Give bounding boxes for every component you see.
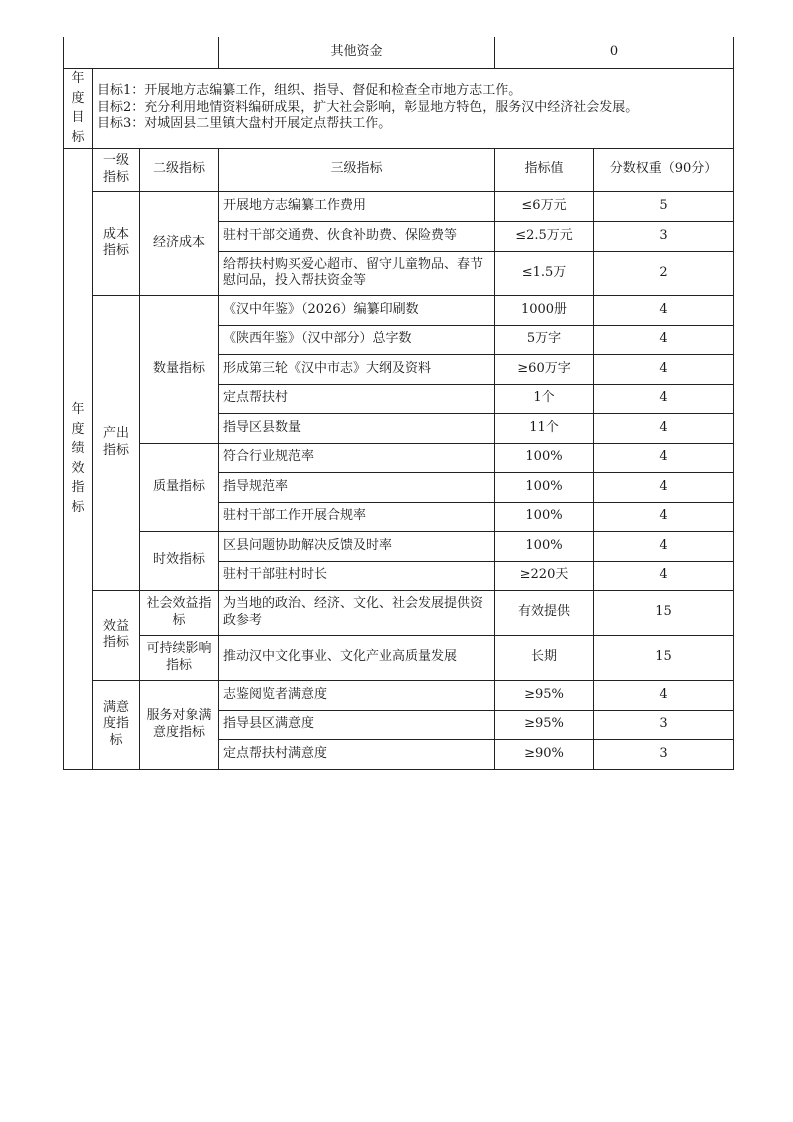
indicator-value: 5万字 <box>495 325 594 354</box>
indicator-weight: 4 <box>594 413 734 443</box>
indicator-value: ≥95% <box>495 680 594 710</box>
level3-indicator: 给帮扶村购买爱心超市、留守儿童物品、春节慰问品，投入帮扶资金等 <box>219 251 495 295</box>
goal-item-2: 目标2：充分利用地情资料编研成果，扩大社会影响，彰显地方特色，服务汉中经济社会发展。 <box>97 99 639 115</box>
level3-indicator: 指导县区满意度 <box>219 710 495 739</box>
goals-label: 年度目标 <box>64 68 93 148</box>
level3-indicator: 《汉中年鉴》（2026）编纂印刷数 <box>219 295 495 325</box>
level3-indicator: 指导区县数量 <box>219 413 495 443</box>
indicator-weight: 4 <box>594 354 734 384</box>
indicator-value: ≤1.5万 <box>495 251 594 295</box>
table-row <box>64 635 734 680</box>
goal-item-3: 目标3：对城固县二里镇大盘村开展定点帮扶工作。 <box>97 116 392 132</box>
indicator-weight: 4 <box>594 531 734 561</box>
indicator-weight: 2 <box>594 251 734 295</box>
level2-indicator: 质量指标 <box>140 443 219 531</box>
header-value: 指标值 <box>495 148 594 191</box>
level2-indicator: 数量指标 <box>140 295 219 443</box>
indicator-value: 100% <box>495 531 594 561</box>
level3-indicator: 指导规范率 <box>219 472 495 502</box>
goals-content <box>93 68 734 148</box>
header-level1: 一级指标 <box>93 148 140 191</box>
indicator-weight: 3 <box>594 710 734 739</box>
indicator-value: 11个 <box>495 413 594 443</box>
level2-indicator: 可持续影响指标 <box>140 635 219 680</box>
level3-indicator: 形成第三轮《汉中市志》大纲及资料 <box>219 354 495 384</box>
indicator-value: 有效提供 <box>495 590 594 635</box>
indicator-weight: 3 <box>594 739 734 769</box>
level2-indicator: 服务对象满意度指标 <box>140 680 219 769</box>
level2-indicator: 社会效益指标 <box>140 590 219 635</box>
level2-indicator: 时效指标 <box>140 531 219 590</box>
indicator-value: 1000册 <box>495 295 594 325</box>
indicator-value: 100% <box>495 443 594 472</box>
header-weight: 分数权重（90分） <box>594 148 734 191</box>
indicator-value: ≥220天 <box>495 561 594 590</box>
indicator-weight: 4 <box>594 443 734 472</box>
table-row <box>64 443 734 472</box>
indicator-weight: 15 <box>594 635 734 680</box>
table-row <box>64 680 734 710</box>
level3-indicator: 驻村干部工作开展合规率 <box>219 502 495 531</box>
level3-indicator: 推动汉中文化事业、文化产业高质量发展 <box>219 635 495 680</box>
goal-item-1: 目标1：开展地方志编纂工作，组织、指导、督促和检查全市地方志工作。 <box>97 82 522 98</box>
indicator-weight: 4 <box>594 561 734 590</box>
fund-value: 0 <box>495 37 734 68</box>
level3-indicator: 区县问题协助解决反馈及时率 <box>219 531 495 561</box>
indicator-value: 100% <box>495 502 594 531</box>
header-level2: 二级指标 <box>140 148 219 191</box>
indicator-weight: 4 <box>594 472 734 502</box>
level3-indicator: 定点帮扶村 <box>219 384 495 413</box>
level1-indicator: 产出指标 <box>93 295 140 590</box>
indicator-value: 1个 <box>495 384 594 413</box>
indicator-weight: 4 <box>594 384 734 413</box>
level3-indicator: 定点帮扶村满意度 <box>219 739 495 769</box>
indicator-value: 长期 <box>495 635 594 680</box>
indicator-weight: 4 <box>594 325 734 354</box>
indicator-value: ≤2.5万元 <box>495 221 594 251</box>
table-row <box>64 295 734 325</box>
indicator-value: ≥60万字 <box>495 354 594 384</box>
level3-indicator: 驻村干部交通费、伙食补助费、保险费等 <box>219 221 495 251</box>
level3-indicator: 《陕西年鉴》（汉中部分）总字数 <box>219 325 495 354</box>
indicators-label: 年度绩效指标 <box>64 148 93 769</box>
indicator-value: ≤6万元 <box>495 191 594 221</box>
level2-indicator: 经济成本 <box>140 191 219 295</box>
table-row <box>64 531 734 561</box>
level3-indicator: 为当地的政治、经济、文化、社会发展提供资政参考 <box>219 590 495 635</box>
level3-indicator: 驻村干部驻村时长 <box>219 561 495 590</box>
header-level3: 三级指标 <box>219 148 495 191</box>
table-row <box>64 590 734 635</box>
fund-row <box>64 37 734 68</box>
indicator-header-row <box>64 148 734 191</box>
indicator-weight: 4 <box>594 502 734 531</box>
level1-indicator: 满意度指标 <box>93 680 140 769</box>
goals-row <box>64 68 734 148</box>
level1-indicator: 成本指标 <box>93 191 140 295</box>
indicator-weight: 15 <box>594 590 734 635</box>
level3-indicator: 开展地方志编纂工作费用 <box>219 191 495 221</box>
indicator-value: 100% <box>495 472 594 502</box>
performance-table <box>63 37 734 770</box>
fund-label: 其他资金 <box>219 37 495 68</box>
indicator-value: ≥95% <box>495 710 594 739</box>
indicator-value: ≥90% <box>495 739 594 769</box>
indicator-weight: 3 <box>594 221 734 251</box>
indicator-weight: 4 <box>594 295 734 325</box>
indicator-weight: 4 <box>594 680 734 710</box>
table-row <box>64 191 734 221</box>
indicator-weight: 5 <box>594 191 734 221</box>
level3-indicator: 符合行业规范率 <box>219 443 495 472</box>
level3-indicator: 志鉴阅览者满意度 <box>219 680 495 710</box>
level1-indicator: 效益指标 <box>93 590 140 680</box>
